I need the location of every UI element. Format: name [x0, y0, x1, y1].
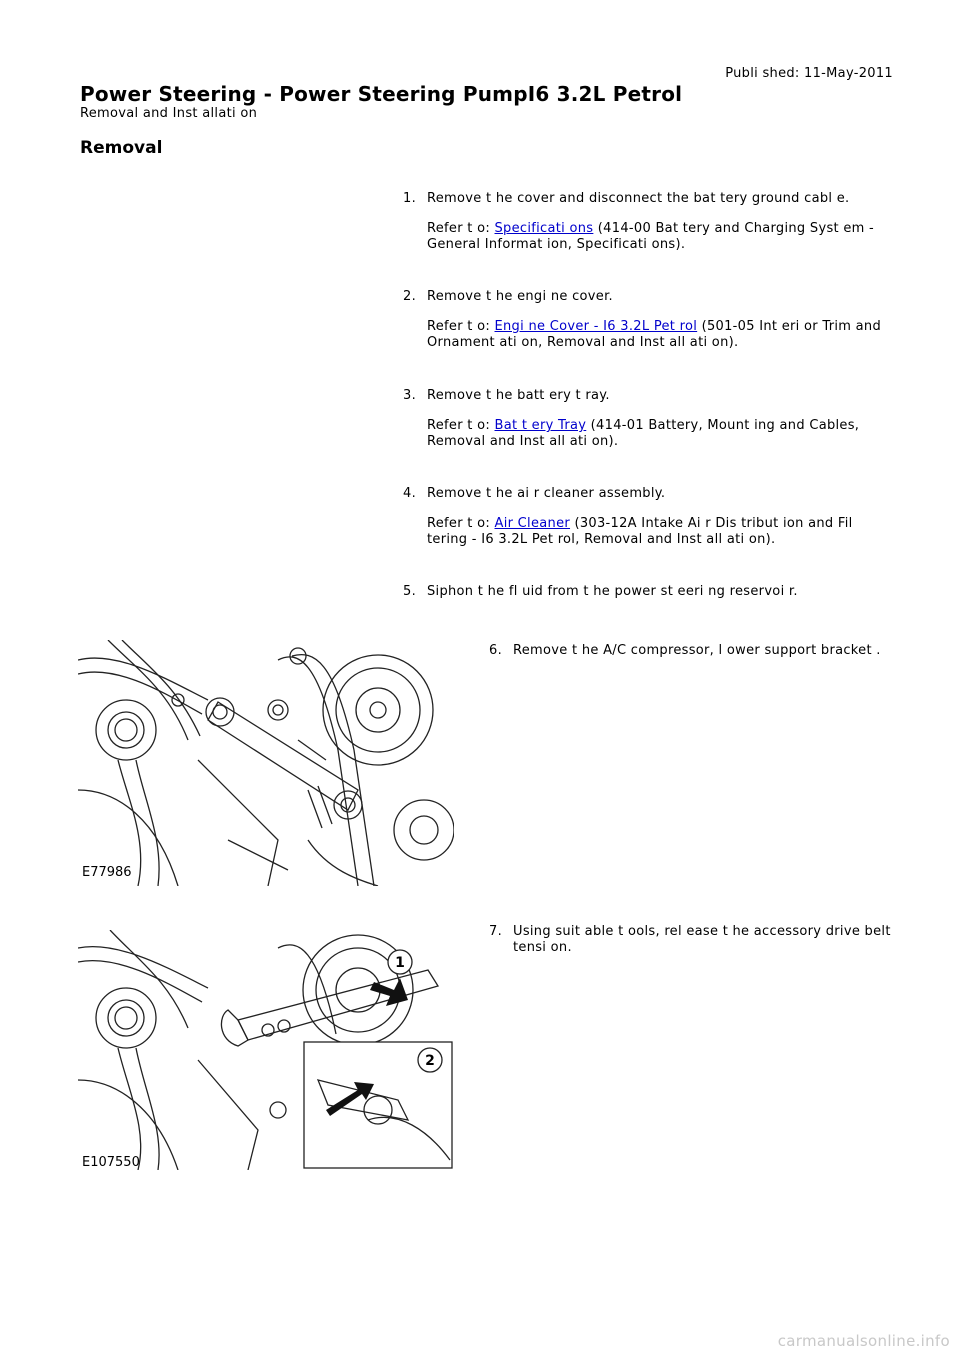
arrow-icon	[370, 978, 408, 1006]
step-reference	[427, 221, 897, 253]
section-heading-removal: Removal	[80, 138, 163, 158]
ref-suffix: (501-05 Int eri or Trim and Ornament ati on, Removal and Inst all ati on).	[427, 319, 881, 350]
ref-prefix: Refer t o:	[427, 319, 495, 334]
ref-suffix: (303-12A Intake Ai r Dis tribut ion and Fil tering - I6 3.2L Pet rol, Removal and Inst all ati on).	[427, 516, 853, 547]
ref-prefix: Refer t o:	[427, 516, 495, 531]
svg-text:1: 1	[395, 955, 405, 971]
step-number: 1.	[403, 191, 417, 206]
hose-line	[78, 672, 202, 714]
step-text: Remove t he engi ne cover.	[427, 289, 613, 304]
hose-line	[78, 658, 208, 700]
step-reference	[427, 516, 897, 548]
figure-ac-compressor-bracket	[78, 640, 454, 886]
callout-2	[418, 1048, 442, 1072]
step-text: Remove t he ai r cleaner assembly.	[427, 486, 666, 501]
step-text: Remove t he cover and disconnect the bat tery ground cabl e.	[427, 191, 850, 206]
step-text: Using suit able t ools, rel ease t he accessory drive belt	[513, 924, 891, 939]
step-number: 6.	[489, 643, 503, 658]
ref-suffix: (414-01 Battery, Mount ing and Cables, Removal and Inst all ati on).	[427, 418, 860, 449]
engine-illustration-2	[78, 930, 454, 1170]
step-text: Remove t he batt ery t ray.	[427, 388, 610, 403]
svg-text:2: 2	[425, 1053, 435, 1069]
ref-link-air-cleaner[interactable]: Air Cleaner	[494, 516, 571, 531]
ref-prefix: Refer t o:	[427, 418, 495, 433]
page-subtitle: Removal and Inst allati on	[80, 106, 258, 121]
figure-belt-tensioner-release	[78, 930, 454, 1170]
step-text: Remove t he A/C compressor, l ower support bracket .	[513, 643, 881, 658]
step-number: 3.	[403, 388, 417, 403]
step-text: Siphon t he fl uid from t he power st eeri ng reservoi r.	[427, 584, 798, 599]
ref-link-engine-cover[interactable]: Engi ne Cover - I6 3.2L Pet rol	[494, 319, 698, 334]
ref-link-specifications[interactable]: Specificati ons	[494, 221, 594, 236]
watermark: carmanualsonline.info	[777, 1332, 950, 1350]
figure-id-label: E77986	[82, 865, 132, 880]
ref-prefix: Refer t o:	[427, 221, 495, 236]
step-number: 5.	[403, 584, 417, 599]
step-reference	[427, 418, 897, 450]
step-number: 4.	[403, 486, 417, 501]
published-date: Publi shed: 11-May-2011	[725, 66, 893, 81]
step-number: 2.	[403, 289, 417, 304]
step-reference	[427, 319, 897, 351]
callout-1	[388, 950, 412, 974]
ref-link-battery-tray[interactable]: Bat t ery Tray	[494, 418, 587, 433]
engine-illustration-1	[78, 640, 454, 886]
figure-id-label: E107550	[82, 1155, 140, 1170]
step-text-continued: tensi on.	[513, 940, 572, 955]
step-number: 7.	[489, 924, 503, 939]
page-title: Power Steering - Power Steering PumpI6 3.2L Petrol	[80, 82, 683, 106]
ref-suffix: (414-00 Bat tery and Charging Syst em - General Informat ion, Specificati ons).	[427, 221, 875, 252]
